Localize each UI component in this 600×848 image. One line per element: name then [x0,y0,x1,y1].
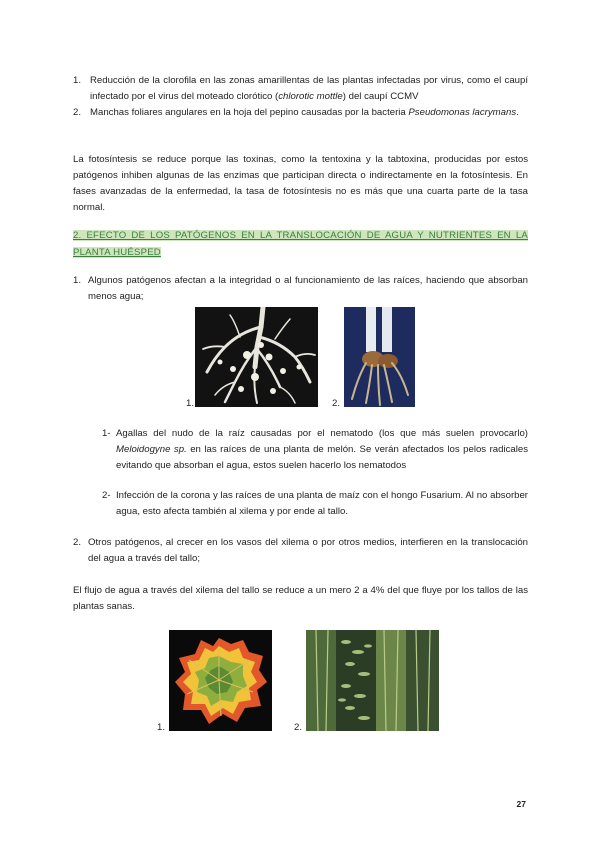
list-number: 2. [73,107,82,118]
figure-caption: 2. [294,722,303,733]
xylem-micrograph-photo [306,630,439,731]
body-paragraph: La fotosíntesis se reduce porque las toxinas, como la tentoxina y la tabtoxina, producidas por estos patógenos inhiben algunas de las enzimas que participan directa o indirectamente en la fotosíntesis. En fases avanzadas de la enfermedad, la tasa de fotosíntesis no es más que una cuarta parte de la tasa normal. [73,154,528,213]
note-text: en las raíces de una planta de melón. Se verán afectados los pelos radicales evitando que absorban el agua, estos suelen hacerlo los nematodos [116,444,528,471]
figure-note [102,488,528,520]
note-number: 2- [102,490,111,501]
point-number: 2. [73,537,82,548]
figure-caption: 2. [332,398,341,409]
point-number: 1. [73,275,82,286]
figure-caption: 1. [186,398,195,409]
list-text: . [516,107,519,118]
point-text: Algunos patógenos afectan a la integridad o al funcionamiento de las raíces, haciendo que absorban menos agua; [88,275,528,302]
numbered-point [73,535,528,567]
crown-infection-illustration [344,307,415,407]
numbered-point [73,273,528,305]
body-paragraph: El flujo de agua a través del xilema del tallo se reduce a un mero 2 a 4% del que fluye por los tallos de las plantas sanas. [73,585,528,612]
figure-caption: 1. [157,722,166,733]
wilted-leaf-photo [169,630,272,731]
list-text-italic: chlorotic mottle [278,91,343,102]
note-text: Infección de la corona y las raíces de una planta de maíz con el hongo Fusarium. Al no absorber agua, esto afecta también al xilema y por ende al tallo. [116,490,528,517]
page-number: 27 [516,799,526,809]
note-number: 1- [102,428,111,439]
figure-note [102,426,528,474]
section-heading-text: 2. EFECTO DE LOS PATÓGENOS EN LA TRANSLOCACIÓN DE AGUA Y NUTRIENTES EN LA PLANTA HUÉSPED [73,230,528,258]
list-item [73,73,528,105]
list-text-italic: Pseudomonas lacrymans [408,107,517,118]
note-text-italic: Meloidogyne sp. [116,444,187,455]
point-text: Otros patógenos, al crecer en los vasos del xilema o por otros medios, interfieren en la translocación del agua a través del tallo; [88,537,528,564]
root-galls-photo [195,307,318,407]
root-galls-illustration [195,307,318,407]
list-item [73,105,528,121]
crown-infection-photo [344,307,415,407]
wilted-leaf-illustration [169,630,272,731]
note-text: Agallas del nudo de la raíz causadas por el nematodo (los que más suelen provocarlo) [116,428,528,439]
list-text: ) del caupí CCMV [342,91,419,102]
xylem-micrograph-illustration [306,630,439,731]
list-number: 1. [73,75,82,86]
list-text: Reducción de la clorofila en las zonas amarillentas de las plantas infectadas por virus, como el caupí infectado por el virus del moteado clorótico ( [90,75,528,102]
section-heading [73,227,528,261]
list-text: Manchas foliares angulares en la hoja del pepino causadas por la bacteria [90,107,409,118]
